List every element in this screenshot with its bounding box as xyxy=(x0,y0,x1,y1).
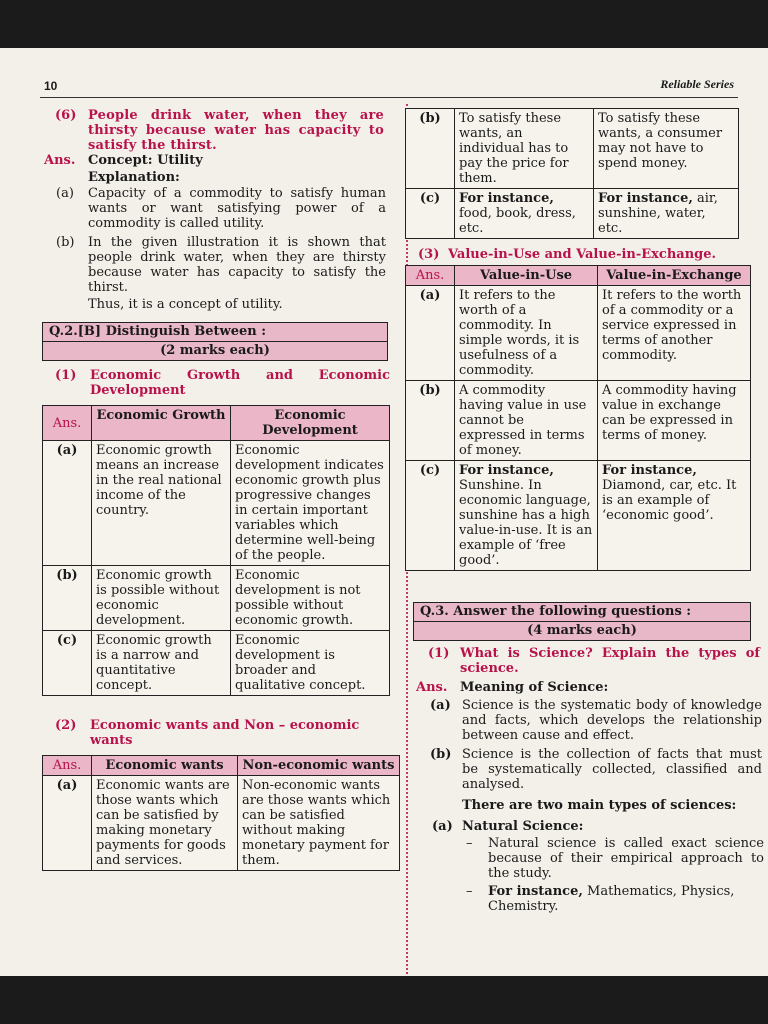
q2b-marks: (2 marks each) xyxy=(160,343,270,358)
cell-text: Diamond, car, etc. It is an example of ‘economic good’. xyxy=(602,478,737,523)
table-cell xyxy=(598,461,751,571)
cell-text: food, book, dress, etc. xyxy=(459,206,576,236)
q6-point-label: (b) xyxy=(56,235,75,250)
for-instance-label: For instance, xyxy=(459,191,554,206)
q6-question: People drink water, when they are thirsty because water has capacity to satisfy the thirst. xyxy=(88,108,384,153)
q6-point-text: Capacity of a commodity to satisfy human wants or want satisfying power of a commodity is called utility. xyxy=(88,186,386,231)
wants-ans-header: Ans. xyxy=(43,756,92,776)
table-cell: To satisfy these wants, a consumer may not have to spend money. xyxy=(594,109,739,189)
science-point-label: (b) xyxy=(430,747,452,762)
table-cell: Economic growth is a narrow and quantitative concept. xyxy=(92,631,231,696)
growth-heading-num: (1) xyxy=(55,368,77,383)
q6-concept: Concept: Utility xyxy=(88,153,203,168)
q3-title: Q.3. Answer the following questions : xyxy=(414,603,750,622)
for-instance-label: For instance, xyxy=(459,463,554,478)
table-cell: To satisfy these wants, an individual has to pay the price for them. xyxy=(455,109,594,189)
row-label: (a) xyxy=(43,776,92,871)
page-number: 10 xyxy=(44,79,58,93)
table-row xyxy=(406,189,739,239)
table-row xyxy=(43,566,390,631)
table-row xyxy=(406,381,751,461)
growth-heading: Economic Growth and Economic Development xyxy=(90,368,390,398)
science-meaning: Meaning of Science: xyxy=(460,680,609,695)
table-cell: Economic development indicates economic growth plus progressive changes in certain important variables which determine well-being of the people. xyxy=(231,441,390,566)
science-ans-label: Ans. xyxy=(416,680,448,695)
table-cell: Non-economic wants are those wants which can be satisfied without making monetary payment for them. xyxy=(238,776,400,871)
cell-text: Sunshine. In economic language, sunshine has a high value-in-use. It is an example of ‘free good’. xyxy=(459,478,593,568)
for-instance-label: For instance, xyxy=(488,884,583,899)
example-text: Mathematics, Physics, Chemistry. xyxy=(488,884,735,914)
table-cell: Economic development is broader and qualitative concept. xyxy=(231,631,390,696)
table-cell: Economic development is not possible without economic growth. xyxy=(231,566,390,631)
natural-label: (a) xyxy=(432,819,453,834)
wants-col1-header: Economic wants xyxy=(92,756,238,776)
value-col2-header: Value-in-Exchange xyxy=(598,266,751,286)
science-point-label: (a) xyxy=(430,698,451,713)
row-label: (c) xyxy=(43,631,92,696)
table-row xyxy=(406,109,739,189)
row-label: (a) xyxy=(406,286,455,381)
table-row xyxy=(43,776,400,871)
table-cell: It refers to the worth of a commodity. In simple words, it is usefulness of a commodity. xyxy=(455,286,598,381)
table-row xyxy=(43,631,390,696)
textbook-page xyxy=(0,48,768,976)
q2b-title: Q.2.[B] Distinguish Between : xyxy=(43,323,387,342)
natural-science-point: Natural science is called exact science because of their empirical approach to the study. xyxy=(488,836,764,881)
row-label: (b) xyxy=(406,381,455,461)
row-label: (a) xyxy=(43,441,92,566)
science-point-text: Science is the systematic body of knowledge and facts, which develops the relationship between cause and effect. xyxy=(462,698,762,743)
table-cell xyxy=(455,189,594,239)
bullet-dash: – xyxy=(466,884,473,899)
q6-number: (6) xyxy=(55,108,77,123)
table-cell: Economic growth is possible without economic development. xyxy=(92,566,231,631)
bullet-dash: – xyxy=(466,836,473,851)
q6-ans-label: Ans. xyxy=(44,153,76,168)
table-row xyxy=(406,286,751,381)
wants-continued-table xyxy=(405,108,739,239)
science-point-text: Science is the collection of facts that must be systematically collected, classified and analysed. xyxy=(462,747,762,792)
value-col1-header: Value-in-Use xyxy=(455,266,598,286)
q6-explanation-label: Explanation: xyxy=(88,170,180,185)
table-cell: Economic growth means an increase in the real national income of the country. xyxy=(92,441,231,566)
growth-ans-header: Ans. xyxy=(43,406,92,441)
row-label: (c) xyxy=(406,189,455,239)
wants-table xyxy=(42,755,400,871)
wants-heading-num: (2) xyxy=(55,718,77,733)
cell-text: air, sunshine, water, etc. xyxy=(598,191,718,236)
table-cell: A commodity having value in use cannot be expressed in terms of money. xyxy=(455,381,598,461)
table-cell xyxy=(455,461,598,571)
header-rule xyxy=(40,97,738,98)
value-heading: Value-in-Use and Value-in-Exchange. xyxy=(448,247,717,262)
for-instance-label: For instance, xyxy=(602,463,697,478)
row-label: (c) xyxy=(406,461,455,571)
growth-table xyxy=(42,405,390,696)
table-cell: Economic wants are those wants which can be satisfied by making monetary payments for goods and services. xyxy=(92,776,238,871)
table-row xyxy=(406,461,751,571)
q6-point-text: In the given illustration it is shown that people drink water, when they are thirsty because water has capacity to satisfy the thirst. xyxy=(88,235,386,295)
value-heading-num: (3) xyxy=(418,247,440,262)
series-title: Reliable Series xyxy=(660,77,734,91)
q6-point-label: (a) xyxy=(56,186,74,201)
value-ans-header: Ans. xyxy=(406,266,455,286)
q3-header-box xyxy=(413,602,751,641)
science-question: What is Science? Explain the types of science. xyxy=(460,646,760,676)
value-table xyxy=(405,265,751,571)
science-q-num: (1) xyxy=(428,646,450,661)
wants-col2-header: Non-economic wants xyxy=(238,756,400,776)
row-label: (b) xyxy=(406,109,455,189)
row-label: (b) xyxy=(43,566,92,631)
natural-science-heading: Natural Science: xyxy=(462,819,584,834)
q6-conclusion: Thus, it is a concept of utility. xyxy=(88,297,283,312)
growth-col2-header: Economic Development xyxy=(231,406,390,441)
science-types-intro: There are two main types of sciences: xyxy=(462,798,737,813)
table-cell: It refers to the worth of a commodity or a service expressed in terms of another commodity. xyxy=(598,286,751,381)
for-instance-label: For instance, xyxy=(598,191,693,206)
table-row xyxy=(43,441,390,566)
growth-col1-header: Economic Growth xyxy=(92,406,231,441)
table-cell: A commodity having value in exchange can be expressed in terms of money. xyxy=(598,381,751,461)
natural-science-example xyxy=(488,884,764,914)
q2b-header-box xyxy=(42,322,388,361)
wants-heading: Economic wants and Non – economic wants xyxy=(90,718,360,748)
q3-marks: (4 marks each) xyxy=(527,623,637,638)
table-cell xyxy=(594,189,739,239)
page-header xyxy=(0,48,768,93)
